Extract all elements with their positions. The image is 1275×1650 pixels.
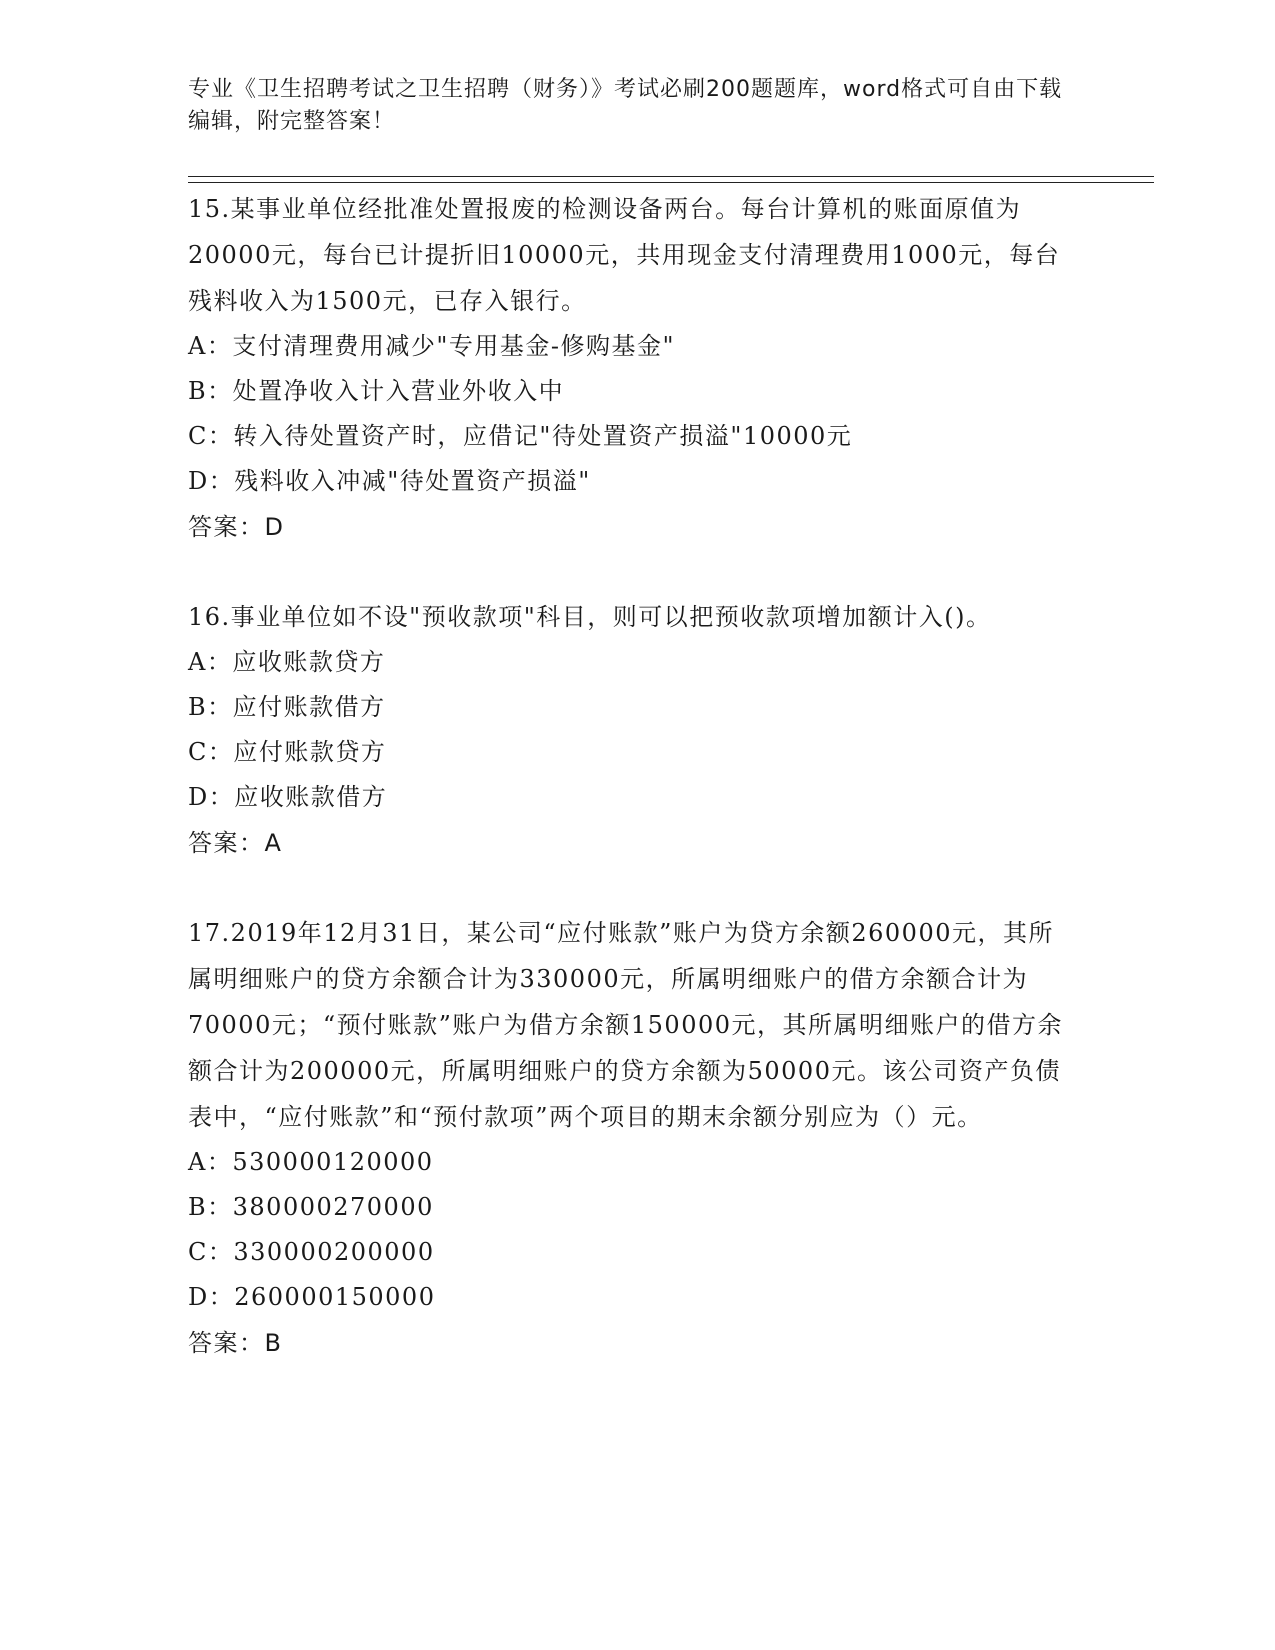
option-b: B：应付账款借方 — [188, 693, 386, 721]
question-stem: 16.事业单位如不设"预收款项"科目，则可以把预收款项增加额计入()。 — [188, 603, 992, 631]
answer-label: 答案：D — [188, 513, 285, 541]
question-16 — [188, 594, 1068, 866]
option-c: C：应付账款贷方 — [188, 738, 387, 766]
option-d: D：应收账款借方 — [188, 783, 388, 811]
answer-label: 答案：B — [188, 1329, 283, 1357]
question-17 — [188, 910, 1068, 1366]
option-c: C：330000200000 — [188, 1238, 435, 1266]
option-b: B：处置净收入计入营业外收入中 — [188, 377, 565, 405]
question-stem: 17.2019年12月31日，某公司“应付账款”账户为贷方余额260000元，其所属明细账户的贷方余额合计为330000元，所属明细账户的借方余额合计为70000元；“预付账款”账户为借方余额150000元，其所属明细账户的借方余额合计为200000元，所属明细账户的贷方余额为50000元。该公司资产负债表中，“应付账款”和“预付款项”两个项目的期末余额分别应为（）元。 — [188, 919, 1064, 1131]
question-list — [188, 186, 1068, 1366]
answer-label: 答案：A — [188, 829, 283, 857]
question-spacer — [188, 866, 1068, 910]
option-a: A：应收账款贷方 — [188, 648, 386, 676]
header-rule-top — [188, 176, 1154, 177]
option-d: D：260000150000 — [188, 1283, 436, 1311]
option-d: D：残料收入冲减"待处置资产损溢" — [188, 467, 591, 495]
option-a: A：530000120000 — [188, 1148, 434, 1176]
document-intro: 专业《卫生招聘考试之卫生招聘（财务）》考试必刷200题题库，word格式可自由下载编辑，附完整答案！ — [188, 77, 1063, 134]
question-15 — [188, 186, 1068, 550]
header-rule-bottom — [188, 182, 1154, 183]
question-spacer — [188, 550, 1068, 594]
option-a: A：支付清理费用减少"专用基金-修购基金" — [188, 332, 676, 360]
option-c: C：转入待处置资产时，应借记"待处置资产损溢"10000元 — [188, 422, 853, 450]
question-stem: 15.某事业单位经批准处置报废的检测设备两台。每台计算机的账面原值为20000元，每台已计提折旧10000元，共用现金支付清理费用1000元，每台残料收入为1500元，已存入银行。 — [188, 195, 1061, 315]
option-b: B：380000270000 — [188, 1193, 434, 1221]
